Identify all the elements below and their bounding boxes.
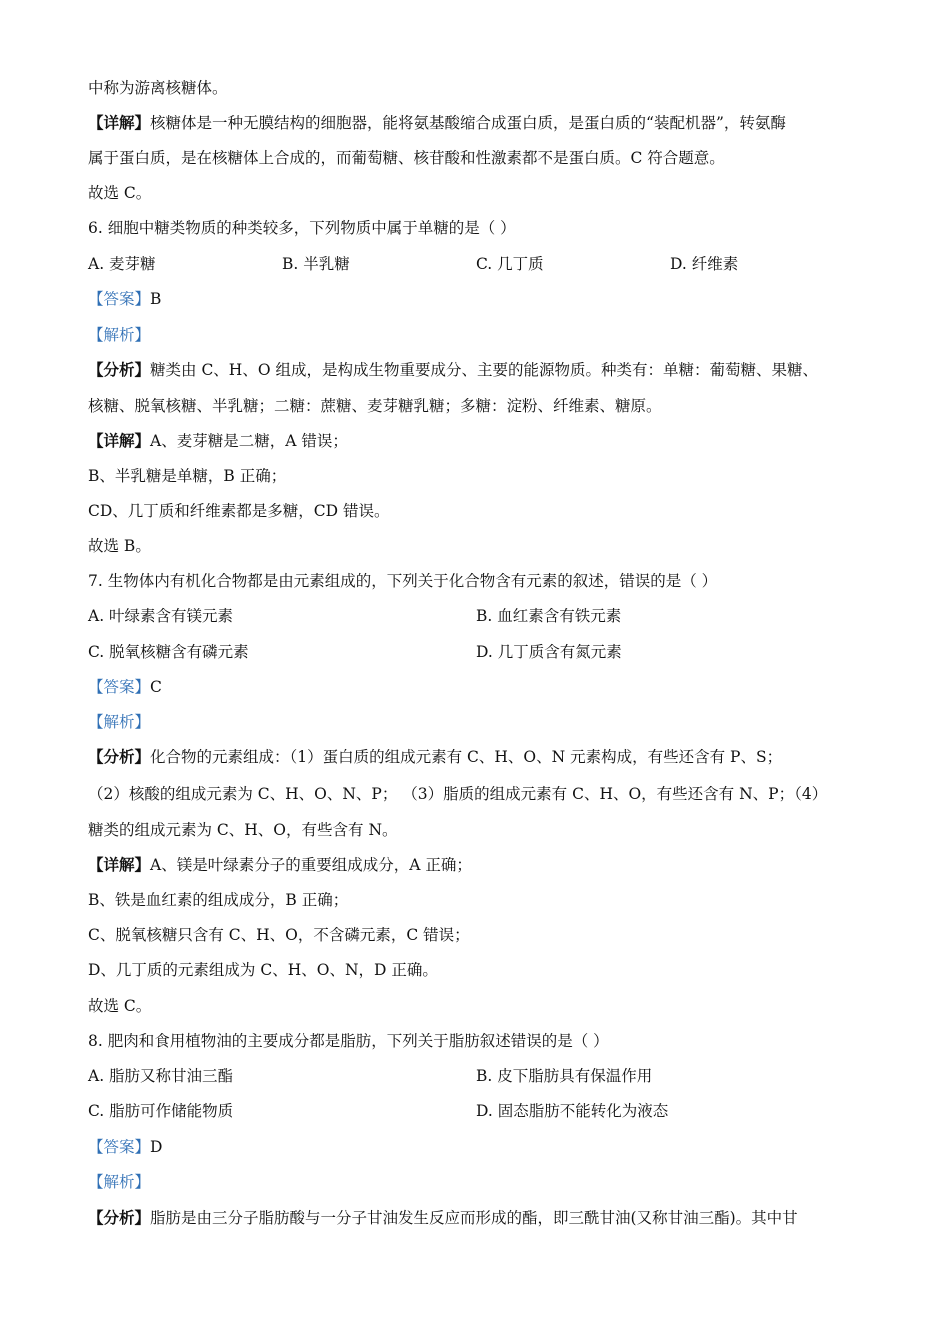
conclusion: 故选 B。 xyxy=(88,537,151,555)
detail-line: 属于蛋白质，是在核糖体上合成的，而葡萄糖、核苷酸和性激素都不是蛋白质。C 符合题意。 xyxy=(88,149,725,167)
detail-line: 【详解】A、麦芽糖是二糖，A 错误； xyxy=(88,431,348,450)
analysis-label: 【分析】 xyxy=(88,360,151,379)
option-d: D. 固态脂肪不能转化为液态 xyxy=(476,1102,669,1120)
option-a: A. 麦芽糖 xyxy=(88,255,156,273)
analysis-label: 【分析】 xyxy=(88,1208,151,1227)
paragraph-line: 中称为游离核糖体。 xyxy=(88,79,228,97)
answer-value: B xyxy=(150,290,162,308)
analysis-line: 【分析】化合物的元素组成：（1）蛋白质的组成元素有 C、H、O、N 元素构成，有些还含有 P、S； xyxy=(88,747,783,766)
option-d: D. 纤维素 xyxy=(670,255,739,273)
analysis-line: 核糖、脱氧核糖、半乳糖；二糖：蔗糖、麦芽糖乳糖；多糖：淀粉、纤维素、糖原。 xyxy=(88,397,662,415)
detail-line: CD、几丁质和纤维素都是多糖，CD 错误。 xyxy=(88,502,390,520)
answer-line xyxy=(88,289,161,309)
detail-label: 【详解】 xyxy=(88,855,151,874)
question-7-options-row2 xyxy=(88,642,868,662)
analysis-line: 【分析】脂肪是由三分子脂肪酸与一分子甘油发生反应而形成的酯，即三酰甘油(又称甘油三酯)。其中甘 xyxy=(88,1208,798,1227)
analysis-heading: 【解析】 xyxy=(88,326,151,344)
question-7-options-row1 xyxy=(88,606,868,626)
option-c: C. 脂肪可作储能物质 xyxy=(88,1102,234,1120)
analysis-heading: 【解析】 xyxy=(88,713,151,731)
option-a: A. 叶绿素含有镁元素 xyxy=(88,607,234,625)
answer-label: 【答案】 xyxy=(88,290,151,308)
question-8-options-row2 xyxy=(88,1101,868,1121)
detail-label: 【详解】 xyxy=(88,431,151,450)
answer-line xyxy=(88,677,162,697)
conclusion: 故选 C。 xyxy=(88,184,152,202)
option-b: B. 皮下脂肪具有保温作用 xyxy=(476,1067,653,1085)
option-d: D. 几丁质含有氮元素 xyxy=(476,643,622,661)
analysis-line: （2）核酸的组成元素为 C、H、O、N、P； （3）脂质的组成元素有 C、H、O，有些还含有 N、P；（4） xyxy=(88,785,828,803)
question-8-options-row1 xyxy=(88,1066,868,1086)
detail-line: B、铁是血红素的组成成分，B 正确； xyxy=(88,891,349,909)
answer-value: C xyxy=(150,678,162,696)
option-c: C. 几丁质 xyxy=(476,255,544,273)
detail-line: 【详解】A、镁是叶绿素分子的重要组成成分，A 正确； xyxy=(88,855,472,874)
detail-line: 【详解】核糖体是一种无膜结构的细胞器，能将氨基酸缩合成蛋白质，是蛋白质的“装配机器”，转氨酶 xyxy=(88,113,786,132)
detail-label: 【详解】 xyxy=(88,113,151,132)
detail-line: B、半乳糖是单糖，B 正确； xyxy=(88,467,287,485)
question-6-stem: 6. 细胞中糖类物质的种类较多，下列物质中属于单糖的是（ ） xyxy=(88,219,516,237)
option-b: B. 半乳糖 xyxy=(282,255,350,273)
question-7-stem: 7. 生物体内有机化合物都是由元素组成的，下列关于化合物含有元素的叙述，错误的是（ ） xyxy=(88,572,718,590)
analysis-label: 【分析】 xyxy=(88,747,151,766)
conclusion: 故选 C。 xyxy=(88,997,152,1015)
analysis-heading: 【解析】 xyxy=(88,1173,151,1191)
analysis-line: 【分析】糖类由 C、H、O 组成，是构成生物重要成分、主要的能源物质。种类有：单糖：葡萄糖、果糖、 xyxy=(88,360,818,379)
detail-line: D、几丁质的元素组成为 C、H、O、N，D 正确。 xyxy=(88,961,438,979)
answer-label: 【答案】 xyxy=(88,678,151,696)
detail-line: C、脱氧核糖只含有 C、H、O，不含磷元素，C 错误； xyxy=(88,926,470,944)
answer-line xyxy=(88,1137,162,1157)
answer-label: 【答案】 xyxy=(88,1138,151,1156)
option-c: C. 脱氧核糖含有磷元素 xyxy=(88,643,249,661)
option-a: A. 脂肪又称甘油三酯 xyxy=(88,1067,234,1085)
question-8-stem: 8. 肥肉和食用植物油的主要成分都是脂肪，下列关于脂肪叙述错误的是（ ） xyxy=(88,1032,609,1050)
answer-value: D xyxy=(150,1138,163,1156)
option-b: B. 血红素含有铁元素 xyxy=(476,607,622,625)
analysis-line: 糖类的组成元素为 C、H、O，有些含有 N。 xyxy=(88,821,398,839)
question-6-options xyxy=(88,254,868,274)
